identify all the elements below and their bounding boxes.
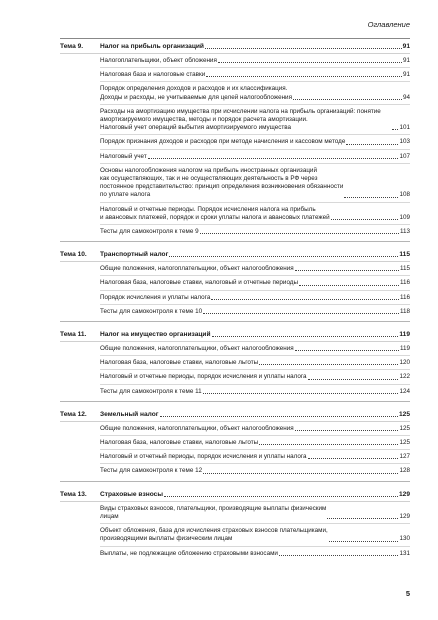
entry-title: Объект обложения, база для исчисления страховых взносов плательщиками, производящими выплаты физическим лицам xyxy=(100,527,328,543)
topic-number: Тема 12. xyxy=(60,410,87,418)
entry-title: Общие положения, налогоплательщики, объект налогообложения xyxy=(100,265,294,273)
entry-title: Виды страховых взносов, плательщики, производящие выплаты физическим лицам xyxy=(100,504,327,520)
toc-entry[interactable] xyxy=(100,225,410,238)
entry-title: Тесты для самоконтроля к теме 12 xyxy=(100,467,203,475)
toc-topic-heading[interactable] xyxy=(60,42,410,54)
dot-leader xyxy=(206,76,402,77)
toc-entry[interactable] xyxy=(100,422,410,436)
topic-number: Тема 11. xyxy=(60,331,87,339)
entry-page-number: 130 xyxy=(399,535,410,543)
toc-entry[interactable] xyxy=(100,436,410,450)
dot-leader xyxy=(392,129,398,130)
toc-topic xyxy=(60,330,410,402)
topic-number: Тема 10. xyxy=(60,251,87,259)
toc-entry[interactable] xyxy=(100,342,410,356)
entry-title: Тесты для самоконтроля к теме 9 xyxy=(100,228,199,236)
toc-entry[interactable] xyxy=(100,385,410,398)
entry-page-number: 129 xyxy=(399,512,410,520)
entry-page-number: 116 xyxy=(399,293,410,301)
topic-title: Земельный налог xyxy=(100,410,159,418)
entry-page-number: 128 xyxy=(399,467,410,475)
entry-title-line xyxy=(100,345,400,353)
dot-leader xyxy=(164,496,398,497)
entry-title: Порядок исчисления и уплаты налога xyxy=(100,293,211,301)
entry-title: Налоговая база и налоговые ставки xyxy=(100,71,206,79)
entry-title-line xyxy=(100,308,400,316)
toc-topic-heading[interactable] xyxy=(60,490,410,502)
dot-leader xyxy=(327,518,398,519)
topic-title-line xyxy=(100,42,403,51)
entry-title: Налоговый учет xyxy=(100,152,147,160)
toc-entry[interactable] xyxy=(100,135,410,149)
topic-page-number: 115 xyxy=(399,251,410,259)
dot-leader xyxy=(160,416,398,417)
dot-leader xyxy=(295,270,399,271)
entry-page-number: 120 xyxy=(399,359,410,367)
entry-page-number: 127 xyxy=(399,453,410,461)
toc-entry[interactable] xyxy=(100,356,410,370)
entry-title-line xyxy=(100,359,399,367)
topic-title-line xyxy=(100,250,399,259)
topic-title-line xyxy=(100,410,399,419)
dot-leader xyxy=(299,285,399,286)
dot-leader xyxy=(148,158,399,159)
entry-page-number: 91 xyxy=(402,71,410,79)
toc-entry[interactable] xyxy=(100,203,410,225)
entry-title-line xyxy=(100,453,399,461)
entry-title: Тесты для самоконтроля к теме 11 xyxy=(100,387,202,395)
entry-title-line xyxy=(100,228,400,236)
entry-title: Расходы на амортизацию имущества при исчислении налога на прибыль организаций: понятие амортизируемого имущества, методы и порядок расчета амортизации. Налоговый учет операций выбытия амортизируемого имущества xyxy=(100,107,381,132)
toc-entry[interactable] xyxy=(100,547,410,560)
dot-leader xyxy=(211,299,399,300)
entry-title-line xyxy=(100,294,400,302)
toc-topic-heading[interactable] xyxy=(60,410,410,422)
dot-leader xyxy=(203,473,398,474)
dot-leader xyxy=(344,197,398,198)
topic-title-line xyxy=(100,330,399,339)
entry-title-line xyxy=(100,138,399,146)
entry-page-number: 113 xyxy=(399,228,410,236)
dot-leader xyxy=(259,444,398,445)
toc-entry[interactable] xyxy=(100,305,410,318)
toc-entry[interactable] xyxy=(100,150,410,164)
entry-title: Налоговая база, налоговые ставки, налоговые льготы xyxy=(100,439,259,447)
running-head-title: Оглавление xyxy=(367,20,410,29)
entry-title-line xyxy=(100,388,399,396)
running-head xyxy=(60,20,410,39)
entry-page-number: 108 xyxy=(399,191,410,199)
toc-topic xyxy=(60,490,410,563)
dot-leader xyxy=(308,379,399,380)
entry-title: Налогоплательщики, объект обложения xyxy=(100,57,217,64)
entry-title-line xyxy=(100,279,400,287)
toc-topic xyxy=(60,250,410,322)
entry-title-line xyxy=(100,467,399,475)
entry-title-line xyxy=(100,527,399,543)
dot-leader xyxy=(169,256,398,257)
entry-page-number: 91 xyxy=(402,57,410,64)
dot-leader xyxy=(259,364,398,365)
topic-page-number: 119 xyxy=(399,331,410,339)
entry-page-number: 116 xyxy=(399,279,410,287)
entry-title-line xyxy=(100,57,403,65)
entry-title: Порядок признания доходов и расходов при методе начисления и кассовом методе xyxy=(100,138,346,146)
entry-title-line xyxy=(100,206,399,222)
entry-page-number: 118 xyxy=(399,307,410,315)
topic-title: Налог на имущество организаций xyxy=(100,331,211,339)
entry-title-line xyxy=(100,505,399,521)
toc-entry[interactable] xyxy=(100,164,410,203)
entry-page-number: 103 xyxy=(399,138,410,146)
toc-topic xyxy=(60,410,410,482)
entry-page-number: 125 xyxy=(399,424,410,432)
toc-entry[interactable] xyxy=(100,68,410,82)
entry-page-number: 101 xyxy=(399,124,410,132)
entry-title: Общие положения, налогоплательщики, объект налогообложения xyxy=(100,345,294,353)
entry-title: Порядок определения доходов и расходов и их классификация. Доходы и расходы, не учитываемые для целей налогообложения xyxy=(100,85,292,101)
entry-title: Налоговая база, налоговые ставки, налоговый и отчетные периоды xyxy=(100,279,299,287)
toc-entry[interactable] xyxy=(100,54,410,68)
entry-title-line xyxy=(100,425,399,433)
page-number: 5 xyxy=(405,589,410,598)
toc-entry[interactable] xyxy=(100,276,410,290)
entry-title-line xyxy=(100,265,400,273)
dot-leader xyxy=(205,48,402,49)
toc-entry[interactable] xyxy=(100,450,410,464)
entry-title-line xyxy=(100,373,399,381)
toc-entry[interactable] xyxy=(100,82,410,104)
entry-title-line xyxy=(100,153,399,161)
topic-number: Тема 9. xyxy=(60,43,84,50)
toc-topic xyxy=(60,42,410,242)
dot-leader xyxy=(329,541,399,542)
dot-leader xyxy=(203,313,399,314)
entry-page-number: 131 xyxy=(399,549,410,557)
topic-page-number: 129 xyxy=(398,490,410,498)
dot-leader xyxy=(293,99,402,100)
toc-entry[interactable] xyxy=(100,105,410,136)
dot-leader xyxy=(218,62,402,63)
toc-entry[interactable] xyxy=(100,464,410,477)
entry-title: Основы налогообложения налогом на прибыль иностранных организаций как осуществляющих, так и не осуществляющих деятельность в РФ через постоянное представительство: принцип определения возникновения обязанности по уплате налога xyxy=(100,166,344,199)
entry-title-line xyxy=(100,71,403,79)
dot-leader xyxy=(212,336,399,337)
toc-topic-heading[interactable] xyxy=(60,330,410,342)
entry-title: Тесты для самоконтроля к теме 10 xyxy=(100,307,203,315)
dot-leader xyxy=(331,219,399,220)
toc-entry[interactable] xyxy=(100,262,410,276)
entry-page-number: 94 xyxy=(402,93,410,101)
entry-title-line xyxy=(100,108,399,133)
toc-entry[interactable] xyxy=(100,370,410,384)
topic-page-number: 125 xyxy=(398,410,410,418)
dot-leader xyxy=(203,393,399,394)
entry-title-line xyxy=(100,439,399,447)
entry-page-number: 122 xyxy=(399,373,410,381)
topic-number: Тема 13. xyxy=(60,490,87,498)
topic-title: Транспортный налог xyxy=(100,251,169,259)
dot-leader xyxy=(295,350,399,351)
entry-title-line xyxy=(100,167,399,200)
entry-page-number: 107 xyxy=(399,152,410,160)
entry-page-number: 125 xyxy=(399,439,410,447)
toc-topic-heading[interactable] xyxy=(60,250,410,262)
entry-title: Налоговая база, налоговые ставки, налоговые льготы xyxy=(100,359,259,367)
entry-page-number: 119 xyxy=(399,345,410,353)
topic-title: Страховые взносы xyxy=(100,490,163,498)
entry-title: Налоговый и отчетные периоды, порядок исчисления и уплаты налога xyxy=(100,373,307,381)
toc-entry[interactable] xyxy=(100,291,410,305)
entry-page-number: 124 xyxy=(399,387,410,395)
entry-title: Налоговый и отчетные периоды. Порядок исчисления налога на прибыль и авансовых платежей, порядок и сроки уплаты налога и авансовых платежей xyxy=(100,205,330,221)
entry-title: Налоговый и отчетный периоды, порядок исчисления и уплаты налога xyxy=(100,453,307,461)
dot-leader xyxy=(346,144,398,145)
dot-leader xyxy=(308,458,399,459)
entry-page-number: 115 xyxy=(399,265,410,273)
entry-title-line xyxy=(100,550,399,558)
dot-leader xyxy=(279,555,399,556)
dot-leader xyxy=(295,430,399,431)
entry-title: Общие положения, налогоплательщики, объект налогообложения xyxy=(100,424,294,432)
entry-title: Выплаты, не подлежащие обложению страховыми взносами xyxy=(100,549,278,557)
entry-title-line xyxy=(100,85,403,101)
table-of-contents xyxy=(60,42,410,571)
topic-title: Налог на прибыль организаций xyxy=(100,43,204,50)
toc-entry[interactable] xyxy=(100,502,410,524)
topic-page-number: 91 xyxy=(402,43,410,50)
entry-page-number: 109 xyxy=(399,213,410,221)
toc-entry[interactable] xyxy=(100,524,410,546)
topic-title-line xyxy=(100,490,399,499)
dot-leader xyxy=(200,233,399,234)
